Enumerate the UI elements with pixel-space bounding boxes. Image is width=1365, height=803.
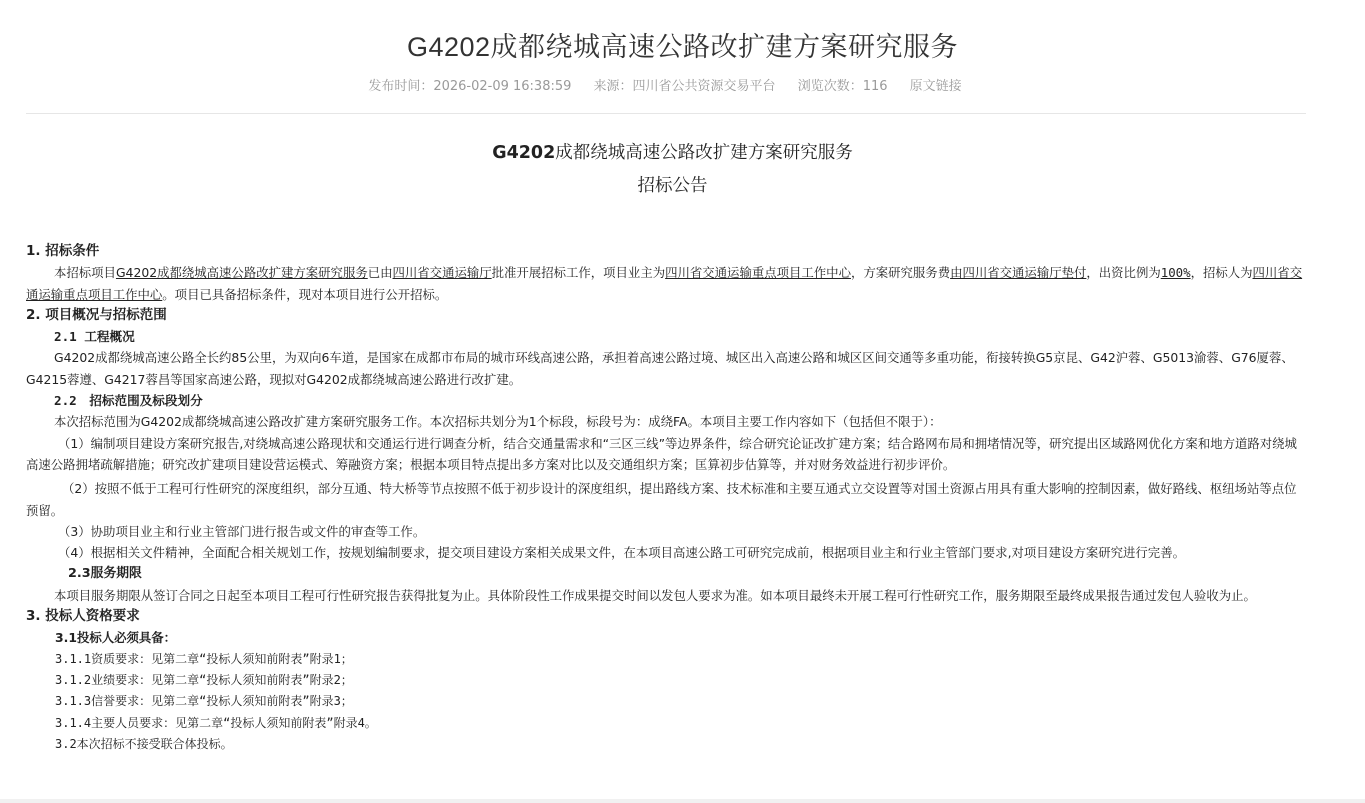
requirement-item: 3.2本次招标不接受联合体投标。 <box>55 736 233 751</box>
subsection-heading: 2.2 招标范围及标段划分 <box>54 393 203 409</box>
paragraph: G4202成都绕城高速公路全长约85公里，为双向6车道，是国家在成都市布局的城市环线高速公路，承担着高速公路过境、城区出入高速公路和城区区间交通等多重功能，衔接转换G5京昆、G42沪蓉、G5013渝蓉、G76厦蓉、G4215蓉遵、G4217蓉昌等国家高速公路，现拟对G4202成都绕城高速公路进行改扩建。 <box>26 350 1294 387</box>
page-title: G4202成都绕城高速公路改扩建方案研究服务 <box>406 32 959 62</box>
underlined-text: 四川省交通运输重点项目工作中心 <box>26 265 1303 302</box>
section-heading: 1. 招标条件 <box>26 243 100 259</box>
section-heading: 2. 项目概况与招标范围 <box>26 306 167 323</box>
subsection-heading: 3.1投标人必须具备： <box>55 630 177 646</box>
list-item: （2）按照不低于工程可行性研究的深度组织，部分互通、特大桥等节点按照不低于初步设计的深度组织，提出路线方案、技术标准和主要互通式立交设置等对国土资源占用具有重大影响的控制因素，做好路线、枢纽场站等点位预留。 <box>26 481 1297 518</box>
paragraph: 本次招标范围为G4202成都绕城高速公路改扩建方案研究服务工作。本次招标共划分为1个标段，标段号为：成绕FA。本项目主要工作内容如下（包括但不限于）： <box>54 414 942 430</box>
section-heading: 3. 投标人资格要求 <box>26 608 140 625</box>
list-item: （4）根据相关文件精神，全面配合相关规划工作，按规划编制要求，提交项目建设方案相关成果文件，在本项目高速公路工可研究完成前，根据项目业主和行业主管部门要求,对项目建设方案研究进行完善。 <box>58 545 1185 561</box>
text: 批准开展招标工作，项目业主为 <box>491 265 666 281</box>
text: 已由 <box>367 265 393 281</box>
underlined-text: 四川省交通运输厅 <box>392 265 492 281</box>
text: 。项目已具备招标条件，现对本项目进行公开招标。 <box>162 286 448 302</box>
underlined-text: 四川省交通运输重点项目工作中心 <box>665 265 851 281</box>
doc-subtitle: 招标公告 <box>637 176 708 196</box>
header-divider <box>26 113 1306 114</box>
original-link[interactable]: 原文链接 <box>909 79 962 94</box>
text: 本招标项目 <box>54 265 116 281</box>
requirement-item: 3.1.4主要人员要求：见第二章“投标人须知前附表”附录4。 <box>55 715 377 730</box>
document-title <box>0 137 1345 203</box>
view-count: 浏览次数：116 <box>797 79 888 94</box>
subsection-heading: 2.1 工程概况 <box>54 329 135 345</box>
subsection-heading: 2.3服务期限 <box>68 566 142 582</box>
text: ，方案研究服务费 <box>850 265 951 281</box>
horizontal-scrollbar[interactable] <box>0 799 1365 803</box>
doc-title-text: 成都绕城高速公路改扩建方案研究服务 <box>555 143 853 163</box>
requirement-item: 3.1.1资质要求：见第二章“投标人须知前附表”附录1； <box>55 651 353 666</box>
publish-time: 发布时间：2026-02-09 16:38:59 <box>368 79 572 94</box>
underlined-text: G4202成都绕城高速公路改扩建方案研究服务 <box>115 265 368 281</box>
list-item: （1）编制项目建设方案研究报告,对绕城高速公路现状和交通运行进行调查分析，结合交通量需求和“三区三线”等边界条件，综合研究论证改扩建方案；结合路网布局和拥堵情况等，研究提出区域路网优化方案和地方道路对绕城高速公路拥堵疏解措施；研究改扩建项目建设营运模式、筹融资方案；根据本项目特点提出多方案对比以及交通组织方案；匡算初步估算等，并对财务效益进行初步评价。 <box>26 435 1297 472</box>
article-meta <box>0 78 1330 96</box>
paragraph <box>26 262 1306 305</box>
underlined-text: 由四川省交通运输厅垫付 <box>950 265 1087 281</box>
doc-title-code: G4202 <box>492 143 556 163</box>
text: ，出资比例为 <box>1086 265 1161 281</box>
text: ，招标人为 <box>1190 265 1253 281</box>
underlined-text: 100% <box>1160 265 1191 281</box>
source: 来源：四川省公共资源交易平台 <box>593 79 776 94</box>
list-item: （3）协助项目业主和行业主管部门进行报告或文件的审查等工作。 <box>58 523 426 539</box>
requirement-item: 3.1.3信誉要求：见第二章“投标人须知前附表”附录3； <box>55 694 353 709</box>
document-body <box>26 241 1306 755</box>
paragraph: 本项目服务期限从签订合同之日起至本项目工程可行性研究报告获得批复为止。具体阶段性工作成果提交时间以发包人要求为准。如本项目最终未开展工程可行性研究工作，服务期限至最终成果报告通过发包人验收为止。 <box>54 587 1256 603</box>
requirement-item: 3.1.2业绩要求：见第二章“投标人须知前附表”附录2； <box>55 672 353 687</box>
